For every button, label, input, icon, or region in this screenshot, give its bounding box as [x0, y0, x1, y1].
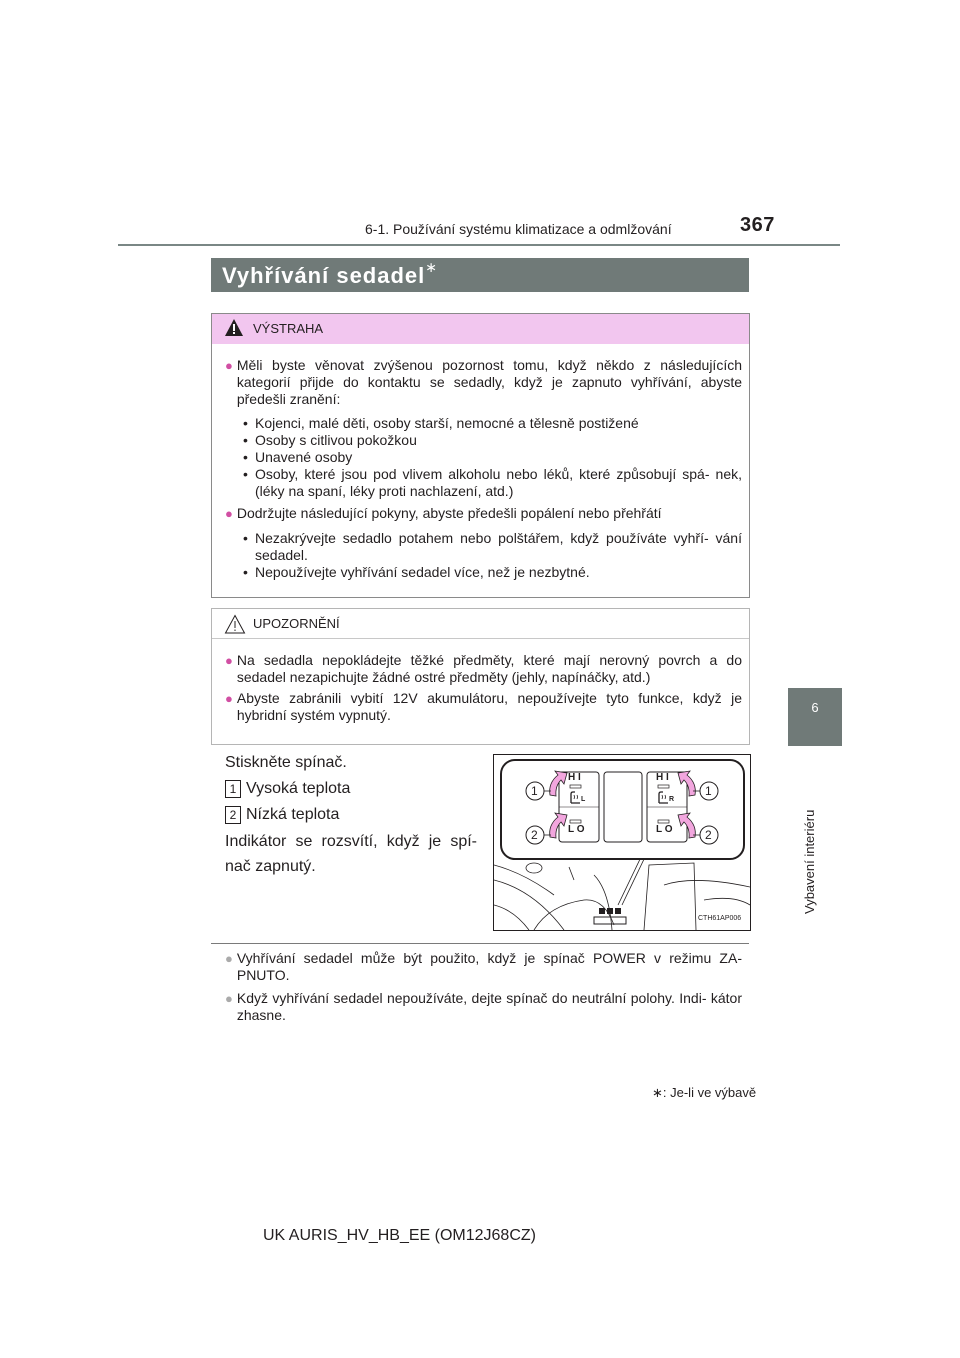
callout-2-right: 2	[705, 828, 712, 842]
illustration-code: CTH61AP006	[698, 915, 742, 922]
warning-sublist-2: • Nezakrývejte sedadlo potahem nebo polštářem, když používáte vyhří- vání sedadel. • Nepoužívejte vyhřívání sedadel více, než je nezbytné.	[243, 530, 742, 580]
callout-number: 2	[225, 806, 241, 824]
document-code: UK AURIS_HV_HB_EE (OM12J68CZ)	[263, 1227, 536, 1244]
item-high-label: Vysoká teplota	[246, 780, 351, 797]
footnote: ∗: Je-li ve výbavě	[652, 1085, 757, 1100]
chapter-title	[800, 766, 820, 916]
caution-label: UPOZORNĚNÍ	[253, 616, 340, 631]
warning-sublist-1: • Kojenci, malé děti, osoby starší, nemocné a tělesně postižené • Osoby s citlivou pokožkou • Unavené osoby • Osoby, které jsou pod vlivem alkoholu nebo léků, které způsobují spá- nek, (léky na spaní, léky proti nachlazení, atd.)	[243, 415, 742, 499]
caution-icon	[224, 614, 246, 634]
section-title: 6-1. Používání systému klimatizace a odmlžování	[365, 221, 672, 237]
warning-sub-item: Kojenci, malé děti, osoby starší, nemocné a tělesně postižené	[255, 415, 639, 431]
chapter-title-text: Vybavení interiéru	[802, 809, 817, 914]
page-title	[222, 259, 439, 289]
warning-item-1-text: Měli byste věnovat zvýšenou pozornost tomu, když někdo z následujících kategorií přijde do kontaktu se sedadly, když je zapnuto vyhřívání, abyste předešli zranění:	[236, 357, 742, 407]
chapter-number: 6	[811, 700, 819, 715]
item-low-label: Nízká teplota	[246, 806, 340, 823]
seat-right-letter: R	[669, 796, 675, 803]
caution-list	[225, 652, 742, 724]
chapter-tab	[788, 688, 842, 746]
hi-label-right: H I	[656, 772, 669, 783]
warning-icon	[224, 318, 244, 337]
lo-label-right: L O	[656, 824, 673, 835]
item-high	[225, 776, 350, 801]
caution-item: Abyste zabránili vybití 12V akumulátoru, nepoužívejte tyto funkce, když je hybridní systém vypnutý.	[236, 690, 742, 723]
warning-sub-item: Nezakrývejte sedadlo potahem nebo polštářem, když používáte vyhří- vání sedadel.	[255, 530, 742, 563]
callout-1-right: 1	[705, 784, 712, 798]
item-low	[225, 802, 339, 827]
hi-label-left: H I	[568, 772, 581, 783]
warning-sub-item: Osoby, které jsou pod vlivem alkoholu nebo léků, které způsobují spá- nek, (léky na spaní, léky proti nachlazení, atd.)	[255, 466, 742, 499]
lo-label-left: L O	[568, 824, 585, 835]
seat-left-letter: L	[581, 796, 586, 803]
callout-2-left: 2	[531, 828, 538, 842]
caution-item: Na sedadla nepokládejte těžké předměty, které mají nerovný povrch a do sedadel nezapichujte žádné ostré předměty (jehly, napínáčky, atd.)	[236, 652, 742, 685]
seat-heater-illustration	[493, 754, 751, 931]
bullet-icon: ●	[225, 506, 233, 521]
warning-sub-item: Nepoužívejte vyhřívání sedadel více, než je nezbytné.	[255, 564, 590, 580]
warning-item-1	[225, 357, 742, 408]
warning-item-2	[225, 505, 742, 522]
press-switch-text: Stiskněte spínač.	[225, 754, 347, 771]
bullet-icon: ●	[225, 653, 233, 668]
callout-1-left: 1	[531, 784, 538, 798]
bullet-icon: ●	[225, 691, 233, 706]
callout-number: 1	[225, 780, 241, 798]
bullet-icon: ●	[225, 991, 233, 1006]
warning-label: VÝSTRAHA	[253, 321, 324, 336]
caution-header-rule	[212, 638, 749, 639]
page-title-text: Vyhřívání sedadel	[222, 263, 426, 288]
warning-sub-item: Osoby s citlivou pokožkou	[255, 432, 417, 448]
bullet-icon: ●	[225, 358, 233, 373]
bullet-icon: ●	[225, 951, 233, 966]
indicator-text: Indikátor se rozsvítí, když je spí- nač zapnutý.	[225, 833, 477, 875]
notes-rule	[211, 943, 749, 944]
page-number: 367	[740, 214, 775, 236]
note-item: Když vyhřívání sedadel nepoužíváte, dejte spínač do neutrální polohy. Indi- kátor zhasne.	[236, 990, 742, 1023]
warning-sub-item: Unavené osoby	[255, 449, 353, 465]
optional-mark: ∗	[425, 259, 439, 275]
note-item: Vyhřívání sedadel může být použito, když je spínač POWER v režimu ZA- PNUTO.	[236, 950, 742, 983]
notes-list	[225, 950, 742, 1024]
header-rule	[118, 244, 840, 246]
warning-item-2-text: Dodržujte následující pokyny, abyste předešli popálení nebo přehřátí	[236, 505, 662, 521]
